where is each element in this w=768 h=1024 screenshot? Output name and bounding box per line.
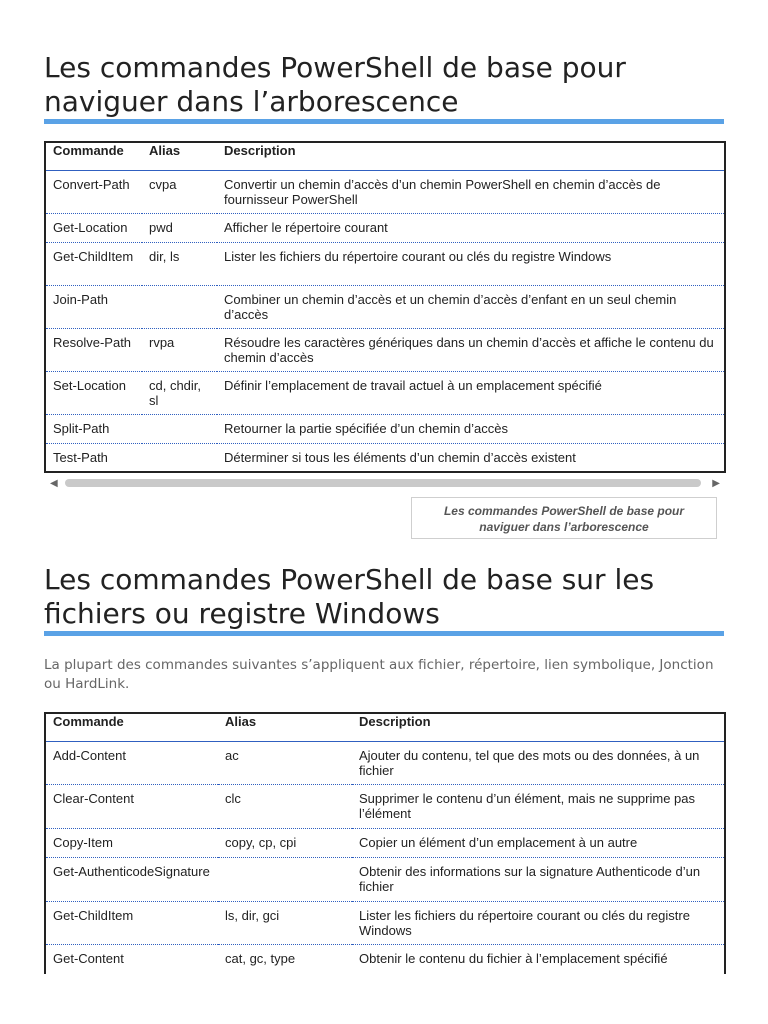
table-row: [45, 785, 725, 829]
scroll-left-arrow-icon[interactable]: ◀: [50, 478, 58, 489]
description-cell: Lister les fichiers du répertoire courant ou clés du registre Windows: [352, 901, 725, 945]
description-cell: Ajouter du contenu, tel que des mots ou des données, à un fichier: [352, 741, 725, 785]
alias-cell: [142, 443, 217, 472]
command-cell: Set-Location: [45, 371, 142, 414]
description-cell: Convertir un chemin d’accès d’un chemin PowerShell en chemin d’accès de fournisseur PowerShell: [217, 170, 725, 213]
column-header-command: Commande: [45, 713, 218, 741]
alias-cell: cvpa: [142, 170, 217, 213]
command-cell: Convert-Path: [45, 170, 142, 213]
table-row: [45, 945, 725, 974]
table-row: [45, 741, 725, 785]
description-cell: Lister les fichiers du répertoire courant ou clés du registre Windows: [217, 242, 725, 285]
column-header-description: Description: [352, 713, 725, 741]
table-row: [45, 901, 725, 945]
alias-cell: [142, 285, 217, 328]
table-row: [45, 285, 725, 328]
column-header-alias: Alias: [218, 713, 352, 741]
table-row: [45, 213, 725, 242]
command-cell: Join-Path: [45, 285, 142, 328]
command-cell: Get-ChildItem: [45, 242, 142, 285]
command-cell: Split-Path: [45, 414, 142, 443]
section-1-title: Les commandes PowerShell de base pour naviguer dans l’arborescence: [44, 51, 626, 118]
description-cell: Supprimer le contenu d’un élément, mais ne supprime pas l’élément: [352, 785, 725, 829]
alias-cell: cat, gc, type: [225, 951, 296, 967]
table-caption: Les commandes PowerShell de base pour naviguer dans l’arborescence: [411, 497, 717, 539]
column-header-alias: Alias: [142, 142, 217, 170]
table-row: [45, 242, 725, 285]
table-row: [45, 371, 725, 414]
alias-cell: [218, 857, 352, 901]
command-cell: Add-Content: [45, 741, 218, 785]
table-row: [45, 443, 725, 472]
navigation-commands-table: [44, 141, 726, 473]
table-horizontal-scrollbar[interactable]: [44, 476, 724, 490]
alias-cell: dir, ls: [142, 242, 217, 285]
command-cell: Get-Location: [45, 213, 142, 242]
alias-cell: [142, 414, 217, 443]
alias-cell: ac: [218, 741, 352, 785]
description-cell: Combiner un chemin d’accès et un chemin d’accès d’enfant en un seul chemin d’accès: [217, 285, 725, 328]
command-cell: Get-ChildItem: [45, 901, 218, 945]
section-2-underline: [44, 631, 724, 636]
table-row: [45, 328, 725, 371]
description-cell: Obtenir des informations sur la signature Authenticode d’un fichier: [352, 857, 725, 901]
column-header-description: Description: [217, 142, 725, 170]
alias-cell: cd, chdir, sl: [142, 371, 217, 414]
description-cell: Définir l’emplacement de travail actuel à un emplacement spécifié: [217, 371, 725, 414]
scrollbar-thumb[interactable]: [65, 479, 701, 487]
description-cell: Résoudre les caractères génériques dans un chemin d’accès et affiche le contenu du chemin d’accès: [217, 328, 725, 371]
section-1-underline: [44, 119, 724, 124]
command-cell: Copy-Item: [45, 828, 218, 857]
table-row: [45, 414, 725, 443]
table-row: [45, 857, 725, 901]
description-cell: Obtenir le contenu du fichier à l’emplacement spécifié: [359, 951, 668, 967]
description-cell: Déterminer si tous les éléments d’un chemin d’accès existent: [224, 449, 576, 465]
alias-cell: rvpa: [142, 328, 217, 371]
alias-cell: pwd: [142, 213, 217, 242]
file-commands-table: [44, 712, 726, 974]
command-cell: Get-AuthenticodeSignature: [45, 857, 218, 901]
section-2-title: Les commandes PowerShell de base sur les fichiers ou registre Windows: [44, 563, 655, 630]
section-2-intro: La plupart des commandes suivantes s’appliquent aux fichier, répertoire, lien symbolique, Jonction ou HardLink.: [44, 657, 714, 692]
description-cell: Afficher le répertoire courant: [217, 213, 725, 242]
description-cell: Retourner la partie spécifiée d’un chemin d’accès: [217, 414, 725, 443]
alias-cell: clc: [218, 785, 352, 829]
command-cell: Test-Path: [53, 449, 108, 465]
table-row: [45, 170, 725, 213]
command-cell: Resolve-Path: [45, 328, 142, 371]
alias-cell: copy, cp, cpi: [218, 828, 352, 857]
scroll-right-arrow-icon[interactable]: ▶: [712, 478, 720, 489]
alias-cell: ls, dir, gci: [218, 901, 352, 945]
command-cell: Get-Content: [53, 951, 124, 967]
table-row: [45, 828, 725, 857]
description-cell: Copier un élément d’un emplacement à un autre: [352, 828, 725, 857]
command-cell: Clear-Content: [45, 785, 218, 829]
column-header-command: Commande: [45, 142, 142, 170]
